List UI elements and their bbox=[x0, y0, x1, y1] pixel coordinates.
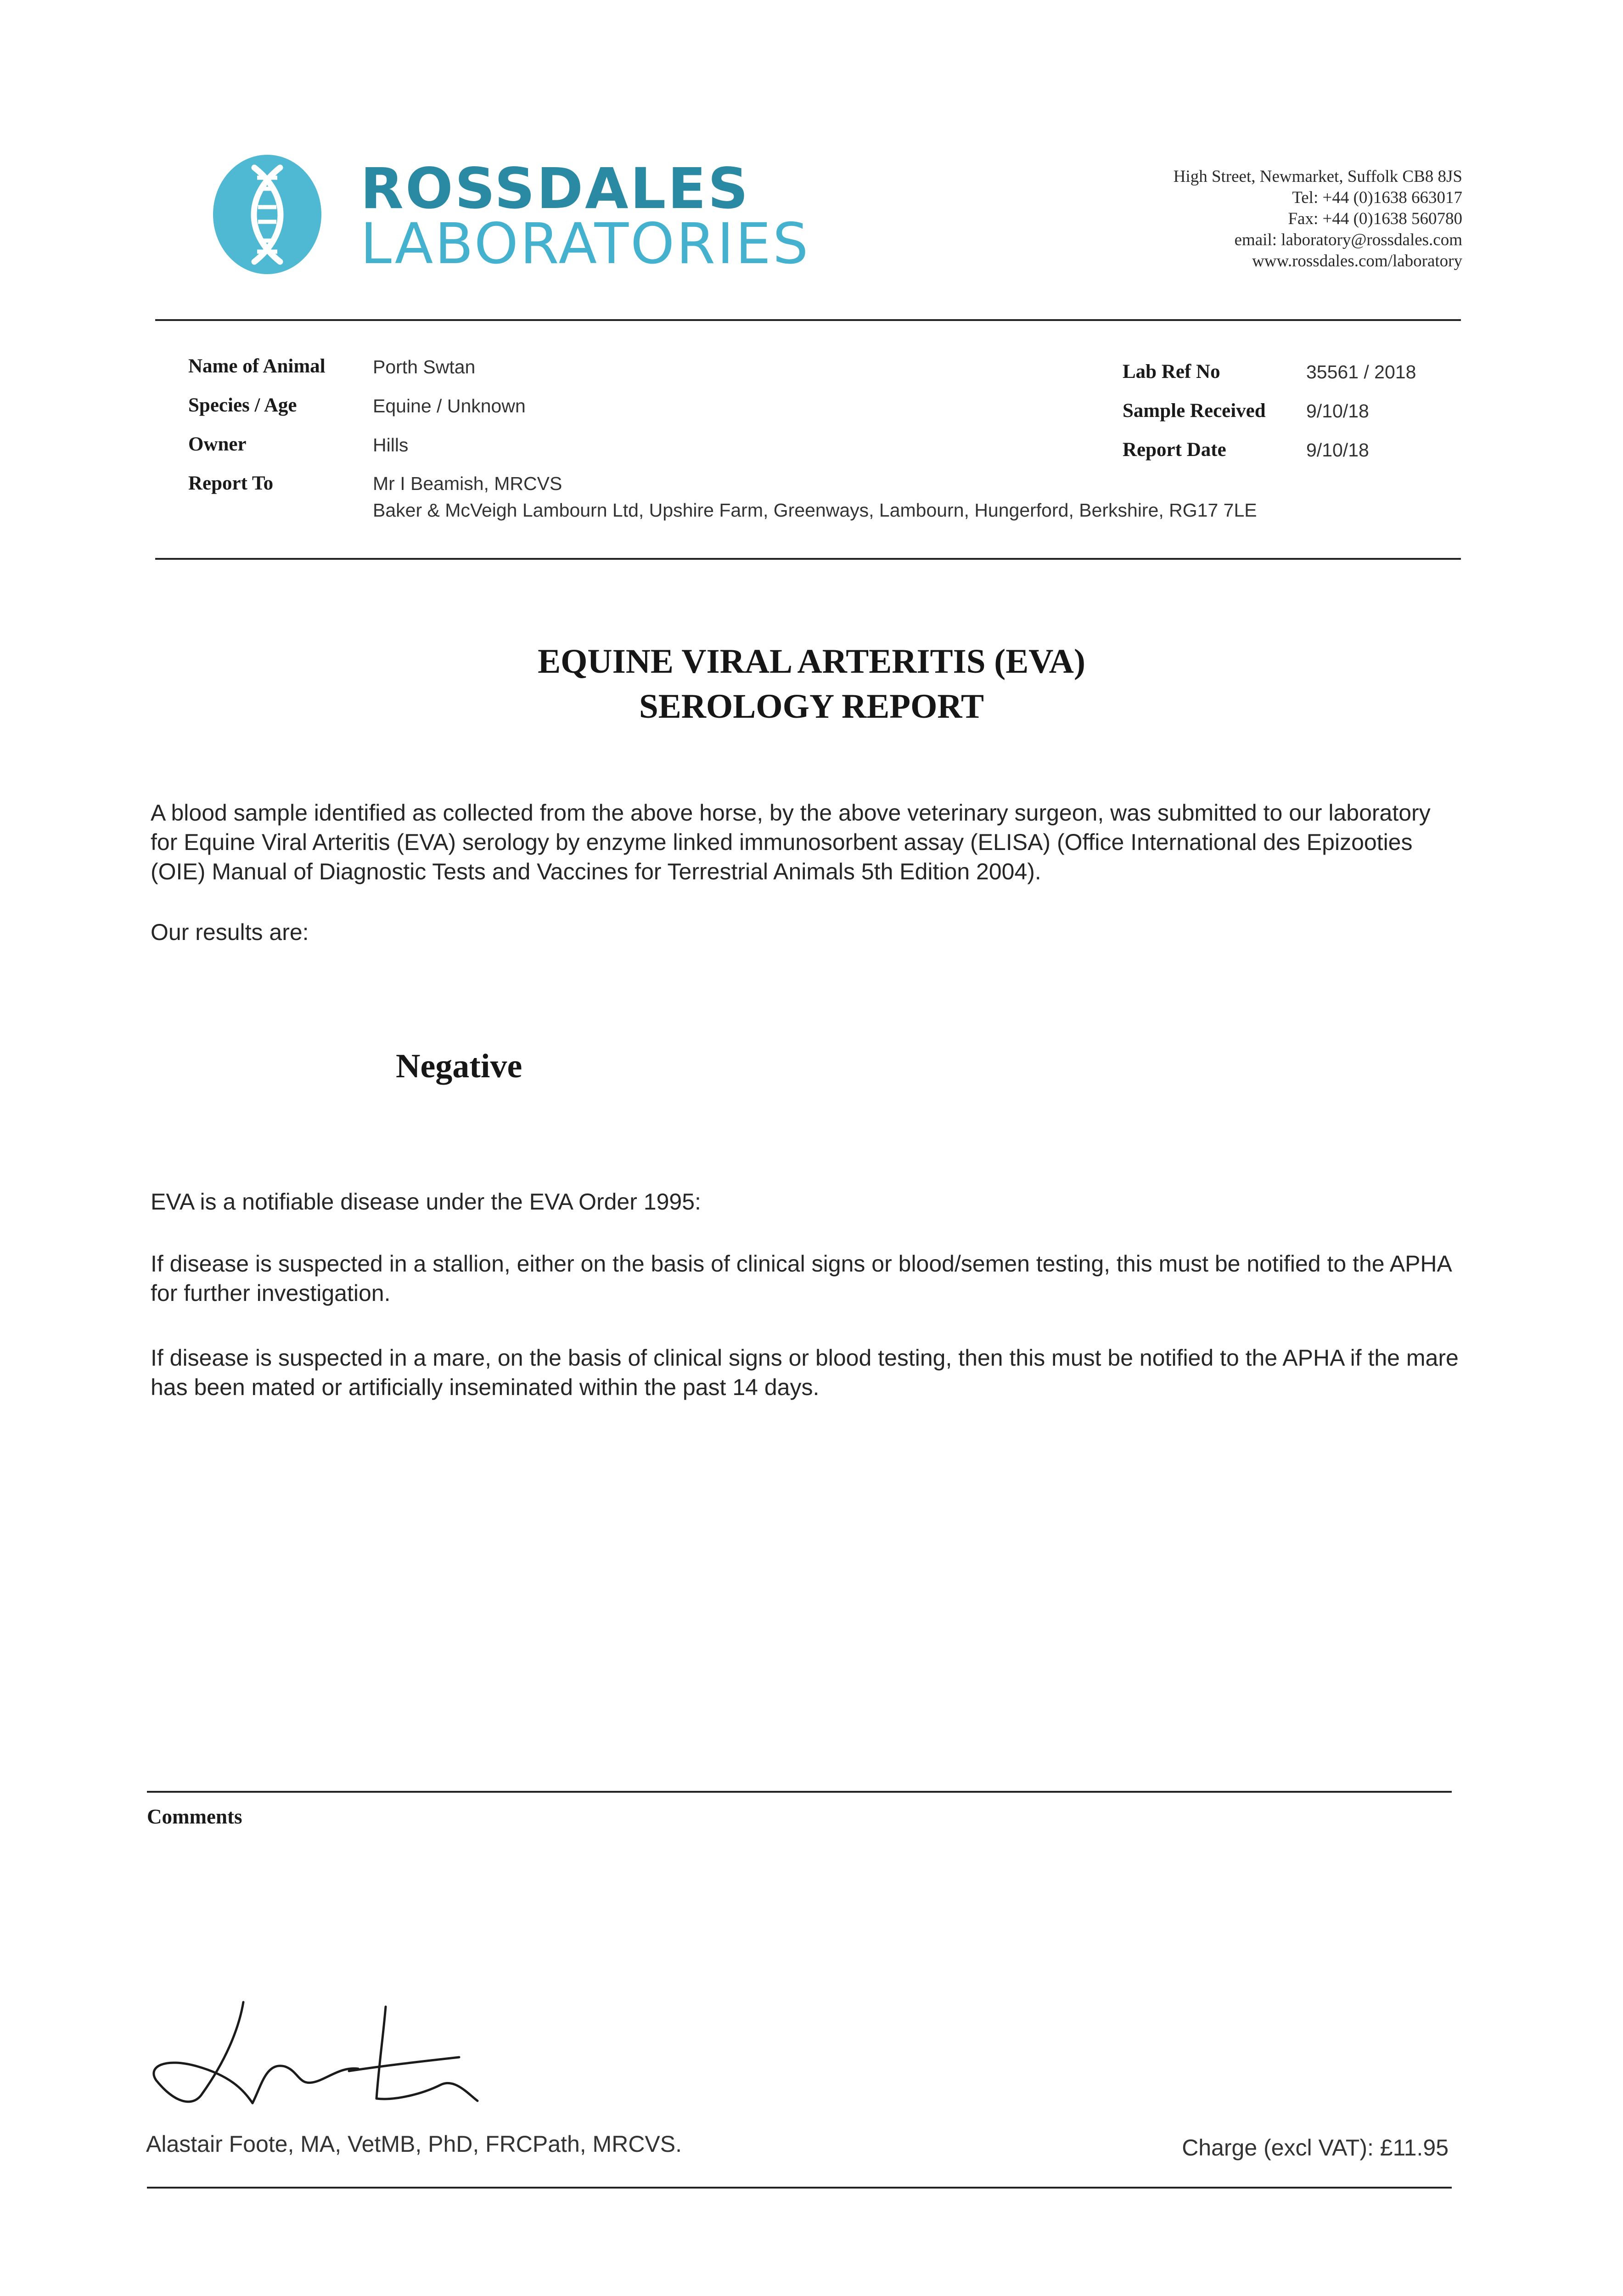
comments-label: Comments bbox=[147, 1805, 242, 1828]
lab-ref-value: 35561 / 2018 bbox=[1306, 361, 1416, 383]
report-date-label: Report Date bbox=[1123, 439, 1226, 461]
species-age-label: Species / Age bbox=[188, 394, 297, 416]
name-of-animal-value: Porth Swtan bbox=[373, 356, 476, 377]
owner-value: Hills bbox=[373, 434, 409, 456]
report-to-practice-address: Baker & McVeigh Lambourn Ltd, Upshire Farm, Greenways, Lambourn, Hungerford, Berkshire, RG17 7LE bbox=[373, 500, 1257, 521]
signatory-name: Alastair Foote, MA, VetMB, PhD, FRCPath, MRCVS. bbox=[146, 2131, 682, 2157]
report-date-value: 9/10/18 bbox=[1306, 439, 1369, 461]
results-lead: Our results are: bbox=[151, 919, 309, 945]
intro-paragraph: A blood sample identified as collected from the above horse, by the above veterinary surgeon, was submitted to our laboratory for Equine Viral Arteritis (EVA) serology by enzyme linked immunosorbent assay (ELISA) (Office International des Epizooties (OIE) Manual of Diagnostic Tests and Vaccines for Terrestrial Animals 5th Edition 2004). bbox=[151, 800, 1431, 884]
report-to-label: Report To bbox=[188, 473, 274, 494]
sample-received-label: Sample Received bbox=[1123, 400, 1266, 422]
dna-helix-icon bbox=[212, 154, 322, 276]
address-phone: Tel: +44 (0)1638 663017 bbox=[1292, 188, 1462, 207]
address-fax: Fax: +44 (0)1638 560780 bbox=[1288, 209, 1462, 228]
notifiable-statement: EVA is a notifiable disease under the EVA Order 1995: bbox=[151, 1189, 701, 1215]
header-divider bbox=[155, 319, 1461, 321]
comments-divider bbox=[147, 1791, 1452, 1793]
name-of-animal-label: Name of Animal bbox=[188, 355, 326, 377]
owner-label: Owner bbox=[188, 433, 247, 455]
lab-ref-label: Lab Ref No bbox=[1123, 361, 1220, 383]
mare-guidance: If disease is suspected in a mare, on the basis of clinical signs or blood testing, then this must be notified to the APHA if the mare has been mated or artificially inseminated within the past 14 days. bbox=[151, 1345, 1459, 1400]
brand-name-line2: LABORATORIES bbox=[360, 211, 810, 276]
footer-divider bbox=[147, 2187, 1452, 2189]
details-divider bbox=[155, 558, 1461, 560]
brand-name-line1: ROSSDALES bbox=[360, 156, 750, 221]
address-website: www.rossdales.com/laboratory bbox=[1252, 252, 1462, 270]
report-to-vet: Mr I Beamish, MRCVS bbox=[373, 473, 562, 494]
report-title-line2: SEROLOGY REPORT bbox=[639, 687, 984, 726]
address-street: High Street, Newmarket, Suffolk CB8 8JS bbox=[1173, 167, 1462, 186]
report-title-line1: EQUINE VIRAL ARTERITIS (EVA) bbox=[538, 642, 1085, 681]
lab-address bbox=[1174, 166, 1462, 272]
charge-amount: Charge (excl VAT): £11.95 bbox=[1182, 2135, 1449, 2161]
stallion-guidance: If disease is suspected in a stallion, either on the basis of clinical signs or blood/semen testing, this must be notified to the APHA for further investigation. bbox=[151, 1251, 1451, 1306]
address-email: email: laboratory@rossdales.com bbox=[1234, 231, 1462, 249]
test-result: Negative bbox=[396, 1047, 522, 1085]
sample-received-value: 9/10/18 bbox=[1306, 400, 1369, 422]
signature bbox=[147, 1988, 496, 2126]
species-age-value: Equine / Unknown bbox=[373, 395, 526, 416]
